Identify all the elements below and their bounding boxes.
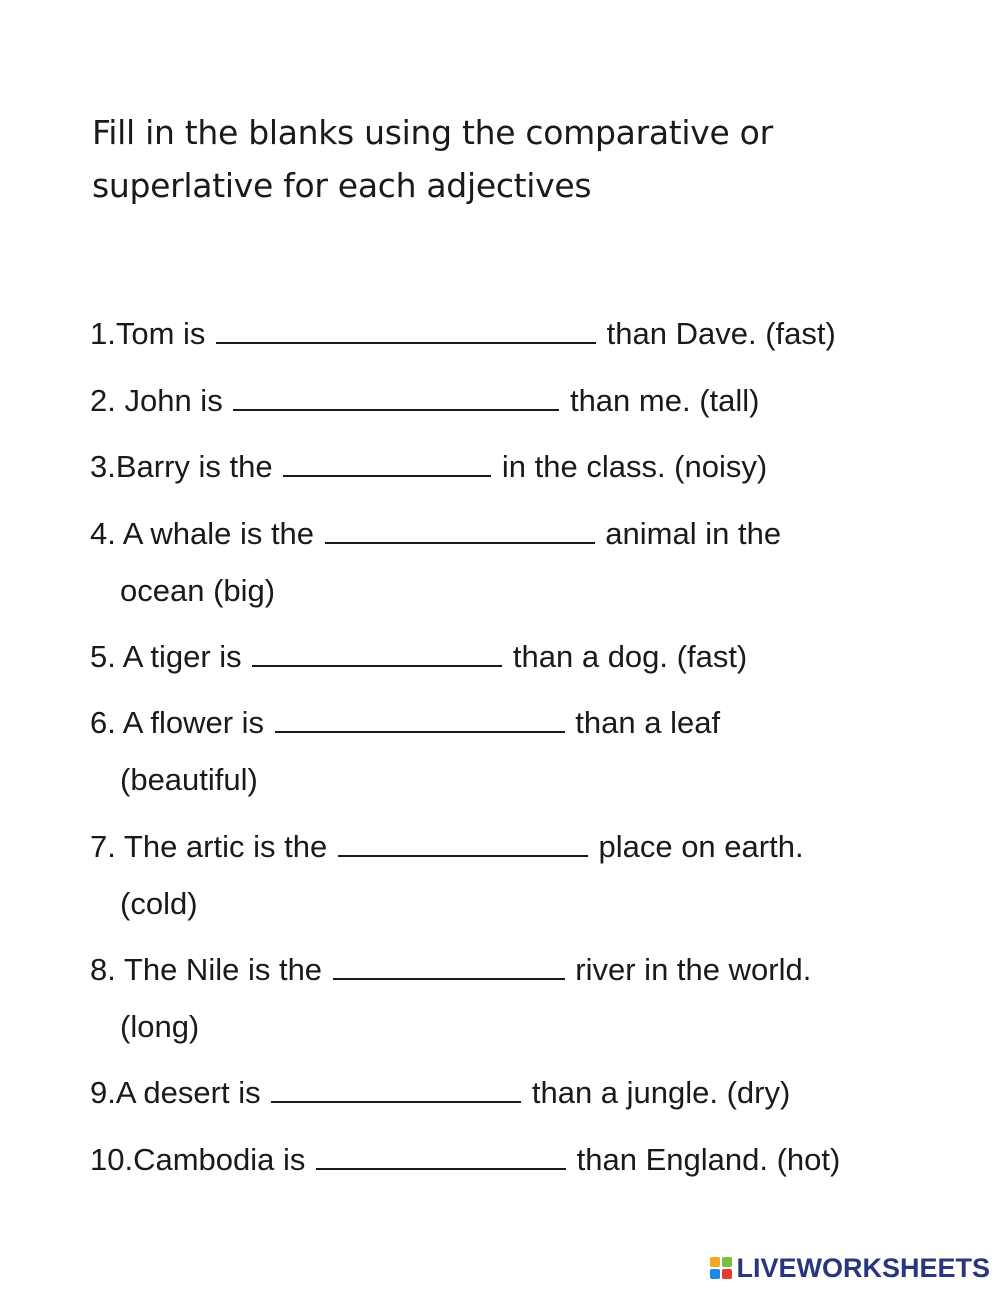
question-4-blank[interactable] (325, 516, 595, 544)
question-10 (90, 1131, 970, 1188)
question-9 (90, 1064, 970, 1121)
question-7-prompt: 7. The artic is the (90, 829, 328, 864)
question-6-continuation: (beautiful) (120, 762, 258, 797)
question-8-suffix: river in the world. (575, 952, 812, 987)
question-6-blank[interactable] (275, 705, 565, 733)
question-2-prompt: 2. John is (90, 383, 223, 418)
question-8 (90, 941, 970, 1055)
logo-square-green (722, 1257, 732, 1267)
logo-square-blue (710, 1269, 720, 1279)
question-8-prompt: 8. The Nile is the (90, 952, 323, 987)
question-9-prompt: 9.A desert is (90, 1075, 261, 1110)
question-7-suffix: place on earth. (598, 829, 804, 864)
question-1 (90, 305, 970, 362)
question-5-prompt: 5. A tiger is (90, 639, 242, 674)
question-7 (90, 818, 970, 932)
question-2-suffix: than me. (tall) (569, 383, 760, 418)
question-9-blank[interactable] (271, 1075, 521, 1103)
question-6-suffix: than a leaf (575, 705, 721, 740)
logo-square-orange (710, 1257, 720, 1267)
question-3 (90, 438, 970, 495)
liveworksheets-brand (710, 1252, 990, 1284)
question-2 (90, 372, 970, 429)
question-5-suffix: than a dog. (fast) (512, 639, 748, 674)
question-10-suffix: than England. (hot) (576, 1142, 841, 1177)
question-7-blank[interactable] (338, 829, 588, 857)
logo-square-red (722, 1269, 732, 1279)
question-2-blank[interactable] (233, 383, 559, 411)
question-4-prompt: 4. A whale is the (90, 516, 315, 551)
question-3-blank[interactable] (283, 449, 491, 477)
question-10-prompt: 10.Cambodia is (90, 1142, 306, 1177)
liveworksheets-logo-icon (710, 1257, 732, 1279)
question-1-prompt: 1.Tom is (90, 316, 206, 351)
question-1-blank[interactable] (216, 316, 596, 344)
question-5-blank[interactable] (252, 639, 502, 667)
question-8-blank[interactable] (333, 952, 565, 980)
question-6 (90, 694, 970, 808)
question-8-continuation: (long) (120, 1009, 200, 1044)
question-10-blank[interactable] (316, 1142, 566, 1170)
question-3-suffix: in the class. (noisy) (501, 449, 768, 484)
worksheet-title: Fill in the blanks using the comparative or superlative for each adjectives (92, 113, 773, 205)
question-5 (90, 628, 970, 685)
question-7-continuation: (cold) (120, 886, 198, 921)
question-4-continuation: ocean (big) (120, 573, 276, 608)
question-1-suffix: than Dave. (fast) (606, 316, 836, 351)
question-3-prompt: 3.Barry is the (90, 449, 273, 484)
question-4-suffix: animal in the (605, 516, 782, 551)
question-9-suffix: than a jungle. (dry) (531, 1075, 791, 1110)
liveworksheets-wordmark: LIVEWORKSHEETS (736, 1252, 990, 1283)
question-4 (90, 505, 970, 619)
question-6-prompt: 6. A flower is (90, 705, 265, 740)
